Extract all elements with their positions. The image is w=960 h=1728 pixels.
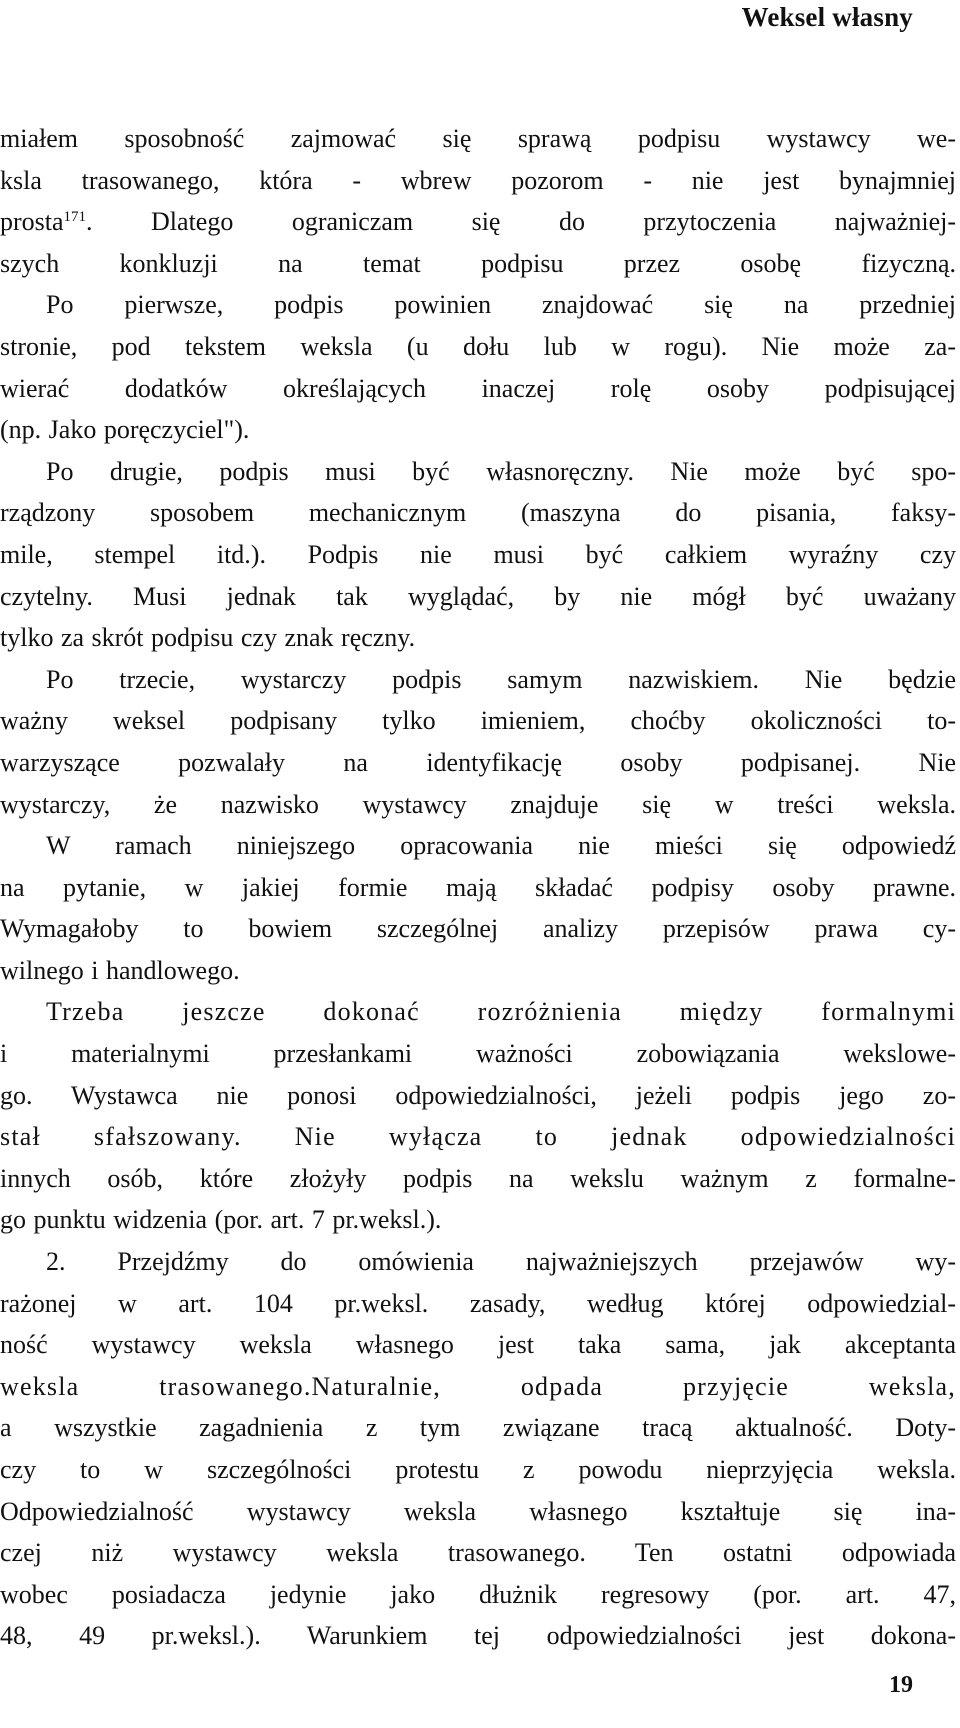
page-number: 19 <box>889 1672 913 1698</box>
text-line: Trzeba jeszcze dokonać rozróżnienia między formalnymi <box>46 997 956 1027</box>
text-line: na pytanie, w jakiej formie mają składać podpisy osoby prawne. <box>0 872 956 902</box>
text-line: czytelny. Musi jednak tak wyglądać, by nie mógł być uważany <box>0 581 956 611</box>
text-line: tylko za skrót podpisu czy znak ręczny. <box>0 623 416 653</box>
text-line-start: prosta <box>0 207 64 237</box>
text-line: mile, stempel itd.). Podpis nie musi być całkiem wyraźny czy <box>0 539 956 569</box>
text-line: warzyszące pozwalały na identyfikację osoby podpisanej. Nie <box>0 747 956 777</box>
text-line: Wymagałoby to bowiem szczególnej analizy przepisów prawa cy- <box>0 914 956 944</box>
text-line: a wszystkie zagadnienia z tym związane tracą aktualność. Doty- <box>0 1413 956 1443</box>
text-line: ksla trasowanego, która - wbrew pozorom - nie jest bynajmniej <box>0 165 956 195</box>
text-line: ważny weksel podpisany tylko imieniem, choćby okoliczności to- <box>0 706 956 736</box>
text-line: wystarczy, że nazwisko wystawcy znajduje się w treści weksla. <box>0 789 956 819</box>
text-line: W ramach niniejszego opracowania nie mieści się odpowiedź <box>46 831 956 861</box>
text-line: stał sfałszowany. Nie wyłącza to jednak odpowiedzialności <box>0 1122 956 1152</box>
text-line: go. Wystawca nie ponosi odpowiedzialności, jeżeli podpis jego zo- <box>0 1080 956 1110</box>
text-line: wilnego i handlowego. <box>0 955 240 985</box>
text-line: i materialnymi przesłankami ważności zobowiązania wekslowe- <box>0 1039 956 1069</box>
text-line: go punktu widzenia (por. art. 7 pr.weksl.). <box>0 1205 442 1235</box>
text-line: miałem sposobność zajmować się sprawą podpisu wystawcy we- <box>0 124 956 153</box>
text-line: czej niż wystawcy weksla trasowanego. Ten ostatni odpowiada <box>0 1538 956 1568</box>
running-header-title: Weksel własny <box>741 2 913 32</box>
text-line: stronie, pod tekstem weksla (u dołu lub w rogu). Nie może za- <box>0 331 956 361</box>
text-line: rażonej w art. 104 pr.weksl. zasady, według której odpowiedzial- <box>0 1288 956 1318</box>
text-line: weksla trasowanego.Naturalnie, odpada przyjęcie weksla, <box>0 1371 956 1401</box>
text-line-end: . Dlatego ograniczam się do przytoczenia najważniej- <box>86 207 956 237</box>
text-line: 48, 49 pr.weksl.). Warunkiem tej odpowiedzialności jest dokona- <box>0 1621 956 1651</box>
text-line: ność wystawcy weksla własnego jest taka sama, jak akceptanta <box>0 1330 956 1360</box>
text-line: (np. Jako poręczyciel"). <box>0 415 250 445</box>
body-text <box>0 118 956 1657</box>
text-line: Po pierwsze, podpis powinien znajdować się na przedniej <box>46 290 956 320</box>
text-line: innych osób, które złożyły podpis na wekslu ważnym z formalne- <box>0 1163 956 1193</box>
text-line: szych konkluzji na temat podpisu przez osobę fizyczną. <box>0 248 956 278</box>
text-line: Po drugie, podpis musi być własnoręczny. Nie może być spo- <box>46 456 956 486</box>
text-line: wierać dodatków określających inaczej rolę osoby podpisującej <box>0 373 956 403</box>
text-line: Po trzecie, wystarczy podpis samym nazwiskiem. Nie będzie <box>46 664 956 694</box>
text-line: 2. Przejdźmy do omówienia najważniejszych przejawów wy- <box>46 1247 956 1277</box>
text-line: czy to w szczególności protestu z powodu nieprzyjęcia weksla. <box>0 1455 956 1484</box>
text-line: Odpowiedzialność wystawcy weksla własnego kształtuje się ina- <box>0 1496 956 1526</box>
footnote-reference[interactable]: 171 <box>63 209 87 226</box>
text-line: rządzony sposobem mechanicznym (maszyna do pisania, faksy- <box>0 498 956 528</box>
text-line: wobec posiadacza jedynie jako dłużnik regresowy (por. art. 47, <box>0 1579 956 1609</box>
text-line <box>0 201 956 243</box>
